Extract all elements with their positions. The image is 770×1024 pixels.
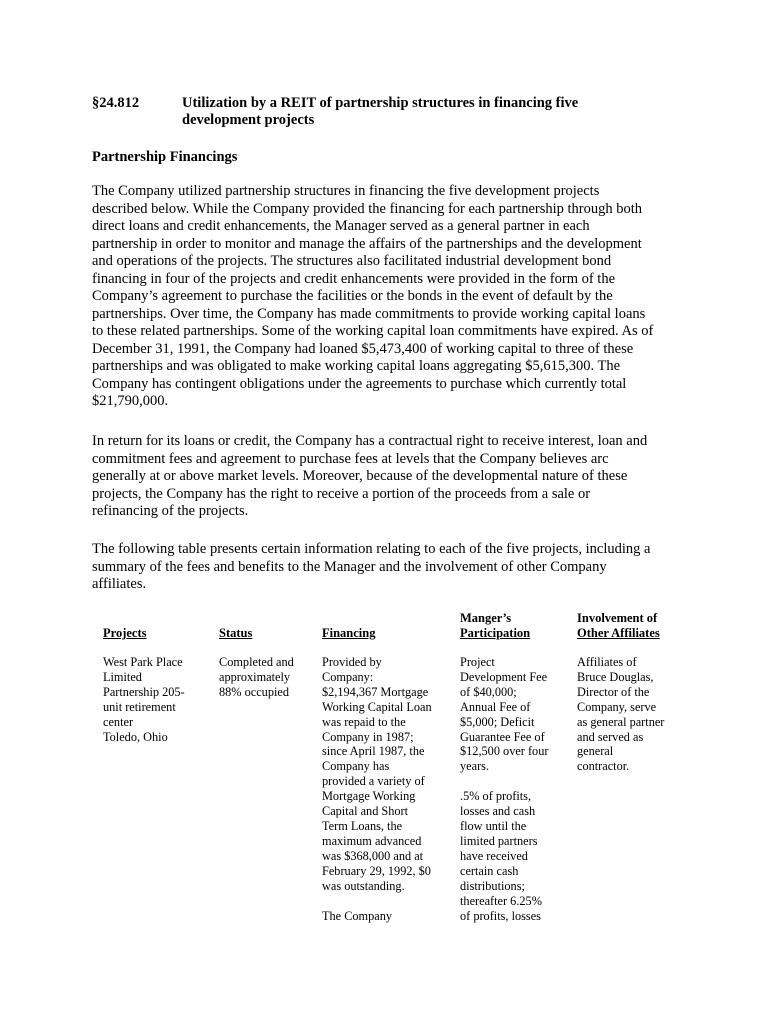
cell-line: thereafter 6.25%	[460, 893, 542, 908]
cell-line: February 29, 1992, $0	[322, 863, 431, 878]
header-financing: Financing	[322, 626, 376, 640]
paragraph-line: December 31, 1991, the Company had loaned $5,473,400 of working capital to three of these	[92, 340, 634, 357]
header-projects: Projects	[103, 626, 147, 640]
paragraph-line: partnerships. Over time, the Company has made commitments to provide working capital loans	[92, 305, 646, 322]
paragraph-line: financing in four of the projects and credit enhancements were provided in the form of the	[92, 270, 616, 287]
cell-line: Capital and Short	[322, 804, 409, 819]
cell-line: $12,500 over four	[460, 744, 549, 759]
cell-line: Toledo, Ohio	[103, 729, 168, 744]
paragraph-line: direct loans and credit enhancements, the Manager served as a general partner in each	[92, 218, 590, 234]
cell-line: Director of the	[577, 684, 650, 699]
cell-line: Project	[460, 655, 495, 669]
section-title-line: development projects	[182, 112, 315, 128]
paragraph-line: projects, the Company has the right to receive a portion of the proceeds from a sale or	[92, 485, 591, 502]
cell-line: 88% occupied	[219, 684, 289, 699]
cell-line: Mortgage Working	[322, 789, 416, 804]
cell-line: $5,000; Deficit	[460, 714, 535, 729]
paragraph-line: In return for its loans or credit, the Company has a contractual right to receive interest, loan and	[92, 433, 648, 449]
header-affiliates-line1: Involvement of	[577, 611, 658, 625]
paragraph-line: generally at or above market levels. Moreover, because of the developmental nature of these	[92, 468, 628, 484]
paragraph-line: to these related partnerships. Some of the working capital loan commitments have expired. As of	[92, 323, 654, 339]
cell-line: contractor.	[577, 759, 630, 774]
cell-line: Bruce Douglas,	[577, 669, 654, 684]
cell-line: certain cash	[460, 863, 519, 878]
paragraph-line: refinancing of the projects.	[92, 503, 249, 519]
subheading: Partnership Financings	[92, 149, 238, 165]
paragraph-line: partnership in order to monitor and manage the affairs of the partnerships and the development	[92, 235, 642, 252]
cell-line: Company in 1987;	[322, 729, 414, 744]
paragraph-line: commitment fees and agreement to purchase fees at levels that the Company believes arc	[92, 450, 609, 467]
cell-status	[219, 655, 294, 700]
cell-line: was repaid to the	[322, 714, 406, 729]
header-affiliates-line2: Other Affiliates	[577, 626, 660, 640]
cell-line: of profits, losses	[460, 908, 541, 923]
cell-line: of $40,000;	[460, 684, 517, 699]
cell-line: losses and cash	[460, 804, 536, 819]
paragraph-line: partnerships and was obligated to make working capital loans aggregating $5,615,300. The	[92, 358, 621, 374]
cell-line: Completed and	[219, 655, 294, 669]
paragraph-line: The Company utilized partnership structures in financing the five development projects	[92, 183, 600, 199]
cell-line: Company, serve	[577, 699, 657, 714]
cell-financing	[322, 655, 432, 923]
cell-line: years.	[460, 759, 490, 774]
paragraph-line: summary of the fees and benefits to the Manager and the involvement of other Company	[92, 558, 607, 575]
paragraph-line: Company’s agreement to purchase the facilities or the bonds in the event of default by the	[92, 288, 613, 304]
cell-line: and served as	[577, 729, 644, 744]
cell-line: since April 1987, the	[322, 744, 425, 759]
cell-line: The Company	[322, 908, 393, 923]
cell-projects	[103, 655, 185, 744]
cell-line: $2,194,367 Mortgage	[322, 684, 429, 699]
cell-line: Partnership 205-	[103, 684, 185, 699]
cell-line: Annual Fee of	[460, 699, 531, 714]
cell-line: was outstanding.	[322, 878, 405, 893]
cell-line: as general partner	[577, 714, 665, 729]
cell-line: West Park Place	[103, 655, 183, 669]
cell-line: Term Loans, the	[322, 818, 403, 833]
cell-line: Company:	[322, 669, 374, 684]
cell-line: Limited	[103, 669, 142, 684]
cell-line: approximately	[219, 669, 291, 684]
cell-line: .5% of profits,	[460, 789, 532, 804]
cell-line: maximum advanced	[322, 833, 422, 848]
cell-line: Affiliates of	[577, 655, 637, 669]
paragraph-line: described below. While the Company provided the financing for each partnership through both	[92, 200, 643, 217]
header-manager-line1: Manger’s	[460, 611, 512, 625]
paragraph-line: Company has contingent obligations under the agreements to purchase which currently total	[92, 375, 627, 392]
cell-line: provided a variety of	[322, 774, 425, 789]
paragraph-line: affiliates.	[92, 576, 147, 592]
section-title-line: Utilization by a REIT of partnership structures in financing five	[182, 95, 579, 111]
cell-line: Provided by	[322, 655, 382, 669]
cell-line: unit retirement	[103, 699, 176, 714]
cell-line: general	[577, 744, 614, 759]
cell-line: Company has	[322, 759, 390, 774]
cell-other-affiliates	[577, 655, 664, 774]
header-manager-line2: Participation	[460, 626, 531, 640]
cell-manager-participation	[460, 655, 548, 923]
paragraph-line: The following table presents certain information relating to each of the five projects, including a	[92, 541, 651, 557]
section-number: §24.812	[92, 95, 140, 111]
cell-line: Working Capital Loan	[322, 699, 432, 714]
paragraph-line: and operations of the projects. The structures also facilitated industrial development bond	[92, 253, 612, 269]
cell-line: Development Fee	[460, 669, 548, 684]
paragraph-line: $21,790,000.	[92, 393, 169, 409]
cell-line: Guarantee Fee of	[460, 729, 545, 744]
cell-line: was $368,000 and at	[322, 848, 424, 863]
cell-line: limited partners	[460, 833, 538, 848]
cell-line: center	[103, 714, 134, 729]
cell-line: distributions;	[460, 878, 525, 893]
header-status: Status	[219, 626, 253, 640]
cell-line: have received	[460, 848, 528, 863]
cell-line: flow until the	[460, 819, 527, 834]
